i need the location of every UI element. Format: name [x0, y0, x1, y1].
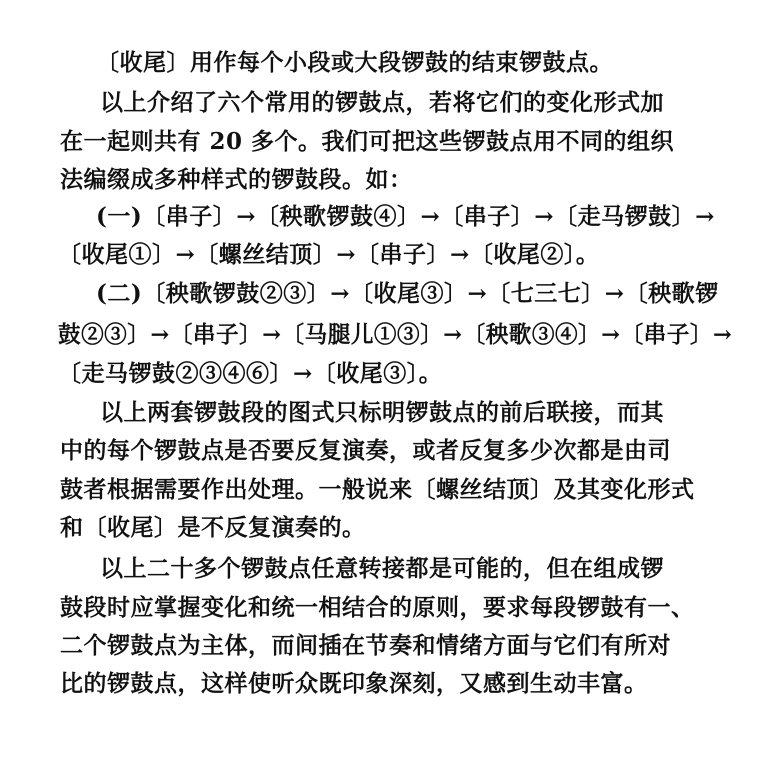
text-line-12: 鼓者根据需要作出处理。一般说来〔螺丝结顶〕及其变化形式: [60, 476, 695, 503]
text-line-1: 〔收尾〕用作每个小段或大段锣鼓的结束锣鼓点。: [96, 49, 613, 76]
text-line-7: (二)〔秧歌锣鼓②③〕→〔收尾③〕→〔七三七〕→〔秧歌锣: [96, 280, 719, 307]
text-line-11: 中的每个锣鼓点是否要反复演奏，或者反复多少次都是由司: [60, 437, 671, 464]
text-line-15: 鼓段时应掌握变化和统一相结合的原则，要求每段锣鼓有一、: [60, 594, 695, 621]
text-line-4: 法编缀成多种样式的锣鼓段。如：: [60, 166, 413, 193]
text-line-3: 在一起则共有 20 多个。我们可把这些锣鼓点用不同的组织: [60, 128, 675, 155]
text-line-2: 以上介绍了六个常用的锣鼓点，若将它们的变化形式加: [100, 89, 664, 116]
text-line-17: 比的锣鼓点，这样使听众既印象深刻，又感到生动丰富。: [60, 670, 648, 697]
text-line-8: 鼓②③〕→〔串子〕→〔马腿儿①③〕→〔秧歌③④〕→〔串子〕→: [58, 321, 733, 348]
text-line-13: 和〔收尾〕是不反复演奏的。: [60, 514, 366, 541]
text-line-10: 以上两套锣鼓段的图式只标明锣鼓点的前后联接，而其: [100, 399, 664, 426]
text-line-14: 以上二十多个锣鼓点任意转接都是可能的，但在组成锣: [100, 555, 664, 582]
text-line-16: 二个锣鼓点为主体，而间插在节奏和情绪方面与它们有所对: [60, 632, 671, 659]
text-line-9: 〔走马锣鼓②③④⑥〕→〔收尾③〕。: [58, 360, 443, 387]
text-line-5: (一)〔串子〕→〔秧歌锣鼓④〕→〔串子〕→〔走马锣鼓〕→: [96, 203, 715, 230]
text-line-6: 〔收尾①〕→〔螺丝结顶〕→〔串子〕→〔收尾②〕。: [58, 241, 600, 268]
